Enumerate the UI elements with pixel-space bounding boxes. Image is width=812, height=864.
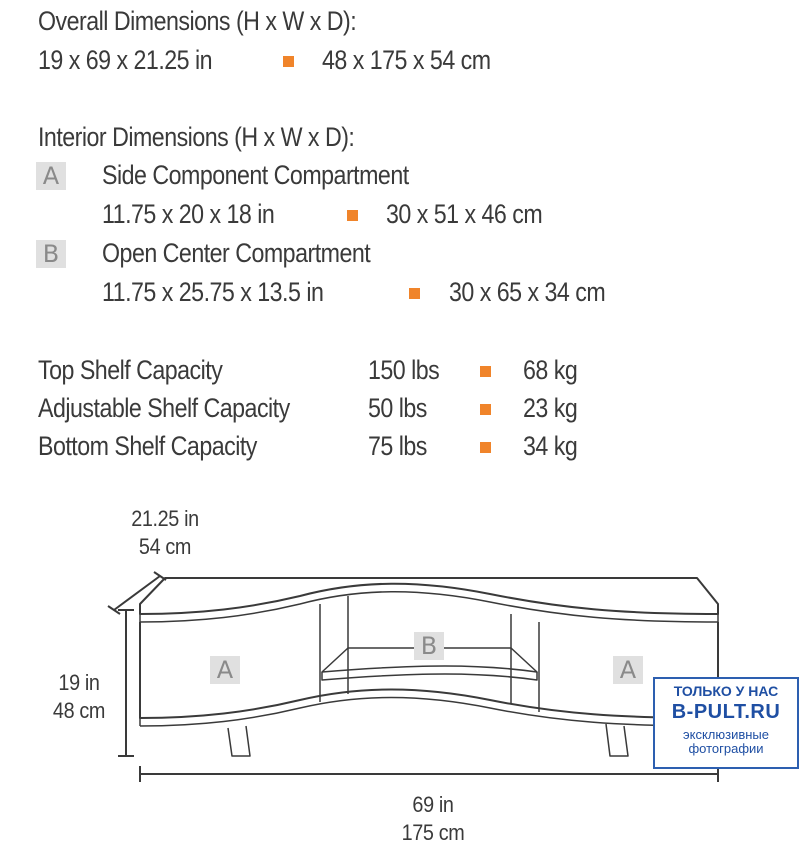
compartment-b-metric: 30 x 65 x 34 cm bbox=[449, 277, 606, 307]
compartment-a-name: Side Component Compartment bbox=[102, 160, 409, 190]
compartment-b-badge: B bbox=[36, 240, 66, 268]
overall-metric: 48 x 175 x 54 cm bbox=[322, 45, 491, 75]
stand-top-surface bbox=[140, 578, 718, 614]
height-dimension-line bbox=[118, 610, 134, 756]
watermark-stamp bbox=[653, 677, 799, 769]
width-dimension-line bbox=[140, 766, 718, 782]
depth-dimension-line bbox=[108, 572, 166, 614]
stamp-line-3: эксклюзивные bbox=[682, 727, 770, 742]
capacity-label-bottom: Bottom Shelf Capacity bbox=[38, 431, 257, 461]
stamp-line-4: фотографии bbox=[688, 741, 764, 756]
diagram-badge-left: A bbox=[210, 656, 240, 684]
overall-imperial: 19 x 69 x 21.25 in bbox=[38, 45, 213, 75]
diagram-badge-right: A bbox=[613, 656, 643, 684]
width-label-cm: 175 cm bbox=[401, 820, 465, 845]
capacity-imperial-bottom: 75 lbs bbox=[368, 431, 427, 461]
stand-leg-left bbox=[228, 726, 250, 756]
height-label-in: 19 in bbox=[58, 670, 100, 695]
depth-label-in: 21.25 in bbox=[131, 506, 199, 531]
capacity-label-top: Top Shelf Capacity bbox=[38, 355, 223, 385]
interior-heading: Interior Dimensions (H x W x D): bbox=[38, 122, 355, 152]
compartment-b-name: Open Center Compartment bbox=[102, 238, 371, 268]
stamp-line-1: ТОЛЬКО У НАС bbox=[673, 683, 779, 699]
compartment-a-imperial: 11.75 x 20 x 18 in bbox=[102, 199, 275, 229]
capacity-metric-top: 68 kg bbox=[523, 355, 578, 385]
stand-leg-right bbox=[606, 724, 628, 756]
stamp-logo: B-PULT.RU bbox=[671, 701, 781, 723]
compartment-a-badge: A bbox=[36, 162, 66, 190]
width-label-in: 69 in bbox=[412, 792, 454, 817]
capacity-metric-bottom: 34 kg bbox=[523, 431, 578, 461]
overall-heading: Overall Dimensions (H x W x D): bbox=[38, 6, 357, 36]
capacity-label-adjustable: Adjustable Shelf Capacity bbox=[38, 393, 290, 423]
capacity-imperial-top: 150 lbs bbox=[368, 355, 440, 385]
diagram-badge-center: B bbox=[414, 632, 444, 660]
depth-label-cm: 54 cm bbox=[138, 534, 192, 559]
compartment-a-metric: 30 x 51 x 46 cm bbox=[386, 199, 543, 229]
compartment-b-imperial: 11.75 x 25.75 x 13.5 in bbox=[102, 277, 324, 307]
capacity-metric-adjustable: 23 kg bbox=[523, 393, 578, 423]
height-label-cm: 48 cm bbox=[52, 698, 106, 723]
capacity-imperial-adjustable: 50 lbs bbox=[368, 393, 427, 423]
